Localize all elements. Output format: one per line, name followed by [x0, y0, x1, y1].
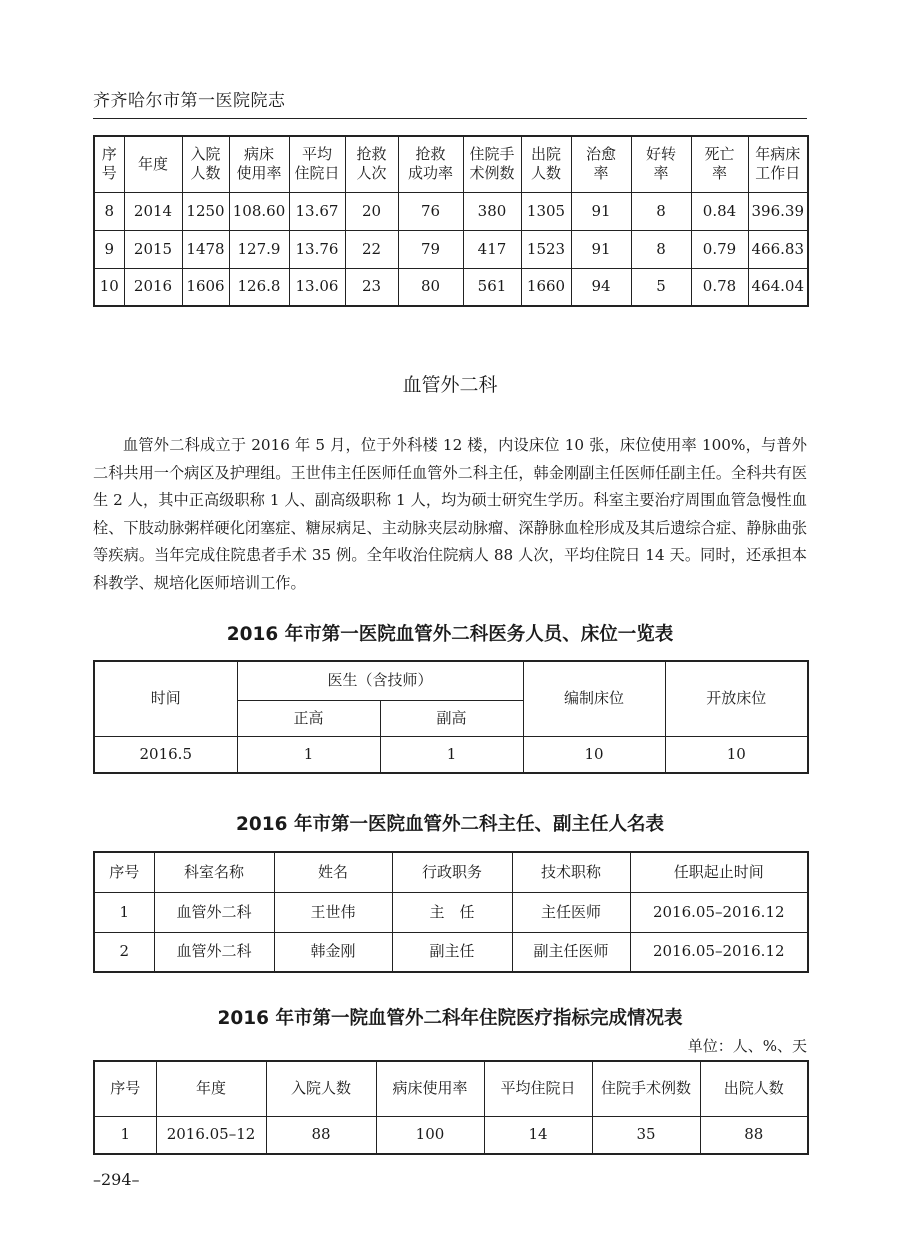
table-cell: 血管外二科: [154, 932, 274, 972]
table-cell: 76: [398, 192, 463, 230]
table-cell: 0.84: [691, 192, 748, 230]
table-cell: 2016.5: [94, 736, 237, 773]
header-cell: 出院人数: [700, 1061, 808, 1116]
table-row: [94, 736, 808, 773]
header-cell: 出院 人数: [521, 136, 571, 192]
table-cell: 10: [523, 736, 665, 773]
table-cell: 2: [94, 932, 154, 972]
header-cell: 年度: [156, 1061, 266, 1116]
table-cell: 126.8: [229, 268, 289, 306]
table-cell: 0.79: [691, 230, 748, 268]
header-cell: 入院 人数: [182, 136, 229, 192]
table-cell: 副主任: [392, 932, 512, 972]
table-cell: 1478: [182, 230, 229, 268]
table-cell: 13.76: [289, 230, 345, 268]
table-cell: 2016: [124, 268, 182, 306]
table-cell: 23: [345, 268, 398, 306]
table-cell: 22: [345, 230, 398, 268]
header-cell: 抢救 成功率: [398, 136, 463, 192]
table-cell: 1305: [521, 192, 571, 230]
table-cell: 韩金刚: [274, 932, 392, 972]
table-cell: 8: [631, 192, 691, 230]
header-cell: 住院手 术例数: [463, 136, 521, 192]
staff-bed-table: [93, 660, 809, 774]
table-header-row: [94, 136, 808, 192]
table-cell: 9: [94, 230, 124, 268]
table-cell: 20: [345, 192, 398, 230]
table-cell: 1250: [182, 192, 229, 230]
table-cell: 血管外二科: [154, 892, 274, 932]
director-table: [93, 851, 809, 973]
table-cell: 127.9: [229, 230, 289, 268]
header-cell: 年度: [124, 136, 182, 192]
header-cell: 入院人数: [266, 1061, 376, 1116]
table-cell: 1: [94, 1116, 156, 1154]
header-cell: 时间: [94, 661, 237, 736]
table-row: [94, 892, 808, 932]
table-cell: 1: [94, 892, 154, 932]
table-cell: 2016.05–2016.12: [630, 892, 808, 932]
header-cell: 病床使用率: [376, 1061, 484, 1116]
table-cell: 2014: [124, 192, 182, 230]
table-row: [94, 932, 808, 972]
table-cell: 8: [94, 192, 124, 230]
header-cell: 住院手术例数: [592, 1061, 700, 1116]
table-row: [94, 1116, 808, 1154]
table-cell: 561: [463, 268, 521, 306]
table-cell: 1606: [182, 268, 229, 306]
table-row: [94, 192, 808, 230]
table-row: [94, 230, 808, 268]
table-cell: 380: [463, 192, 521, 230]
annual-stats-table: [93, 135, 809, 307]
header-cell: 死亡 率: [691, 136, 748, 192]
header-cell: 序号: [94, 1061, 156, 1116]
director-table-title: 2016 年市第一医院血管外二科主任、副主任人名表: [236, 814, 664, 835]
header-cell: 序 号: [94, 136, 124, 192]
table-cell: 5: [631, 268, 691, 306]
unit-note: 单位：人、%、天: [687, 1037, 807, 1055]
header-cell: 治愈 率: [571, 136, 631, 192]
table-cell: 10: [665, 736, 808, 773]
table-cell: 13.06: [289, 268, 345, 306]
header-rule: [93, 118, 807, 119]
table-cell: 1: [380, 736, 523, 773]
table-cell: 2016.05–2016.12: [630, 932, 808, 972]
table-cell: 91: [571, 230, 631, 268]
header-cell: 开放床位: [665, 661, 808, 736]
table-cell: 35: [592, 1116, 700, 1154]
table-cell: 417: [463, 230, 521, 268]
table-row: [94, 268, 808, 306]
table-cell: 2016.05–12: [156, 1116, 266, 1154]
header-cell: 副高: [380, 700, 523, 736]
table-cell: 108.60: [229, 192, 289, 230]
header-cell: 平均 住院日: [289, 136, 345, 192]
table-cell: 79: [398, 230, 463, 268]
header-cell: 编制床位: [523, 661, 665, 736]
table-cell: 464.04: [748, 268, 808, 306]
table-cell: 91: [571, 192, 631, 230]
table-cell: 466.83: [748, 230, 808, 268]
table-cell: 14: [484, 1116, 592, 1154]
header-cell: 任职起止时间: [630, 852, 808, 892]
table-cell: 0.78: [691, 268, 748, 306]
header-cell: 病床 使用率: [229, 136, 289, 192]
header-cell: 技术职称: [512, 852, 630, 892]
header-cell: 正高: [237, 700, 380, 736]
table-cell: 1660: [521, 268, 571, 306]
table-cell: 1: [237, 736, 380, 773]
table-cell: 主任医师: [512, 892, 630, 932]
table-cell: 88: [266, 1116, 376, 1154]
section-paragraph: 血管外二科成立于 2016 年 5 月，位于外科楼 12 楼，内设床位 10 张，床位使用率 100%，与普外二科共用一个病区及护理组。王世伟主任医师任血管外二科主任，韩金刚副主任医师任副主任。全科共有医生 2 人，其中正高级职称 1 人、副高级职称 1 人，均为硕士研究生学历。科室主要治疗周围血管急慢性血栓、下肢动脉粥样硬化闭塞症、糖尿病足、主动脉夹层动脉瘤、深静脉血栓形成及其后遗综合症、静脉曲张等疾病。当年完成住院患者手术 35 例。全年收治住院病人 88 人次，平均住院日 14 天。同时，还承担本科教学、规培化医师培训工作。: [93, 436, 807, 592]
table-cell: 副主任医师: [512, 932, 630, 972]
section-body: [93, 432, 807, 598]
table-cell: 1523: [521, 230, 571, 268]
table-header-row: [94, 1061, 808, 1116]
table-cell: 88: [700, 1116, 808, 1154]
staff-bed-table-title: 2016 年市第一医院血管外二科医务人员、床位一览表: [226, 624, 674, 645]
table-cell: 396.39: [748, 192, 808, 230]
header-cell: 抢救 人次: [345, 136, 398, 192]
page-number: –294–: [93, 1170, 140, 1189]
table-cell: 94: [571, 268, 631, 306]
header-cell: 好转 率: [631, 136, 691, 192]
table-cell: 80: [398, 268, 463, 306]
table-cell: 主 任: [392, 892, 512, 932]
header-cell: 序号: [94, 852, 154, 892]
header-cell: 科室名称: [154, 852, 274, 892]
section-title: 血管外二科: [402, 374, 498, 396]
indicator-table: [93, 1060, 809, 1155]
table-cell: 8: [631, 230, 691, 268]
table-header-row: [94, 852, 808, 892]
header-cell: 年病床 工作日: [748, 136, 808, 192]
table-cell: 10: [94, 268, 124, 306]
indicator-table-title: 2016 年市第一院血管外二科年住院医疗指标完成情况表: [217, 1008, 683, 1029]
header-cell: 姓名: [274, 852, 392, 892]
table-cell: 王世伟: [274, 892, 392, 932]
header-cell: 医生（含技师）: [237, 661, 523, 700]
header-cell: 行政职务: [392, 852, 512, 892]
table-cell: 2015: [124, 230, 182, 268]
table-cell: 13.67: [289, 192, 345, 230]
header-cell: 平均住院日: [484, 1061, 592, 1116]
table-cell: 100: [376, 1116, 484, 1154]
running-header: 齐齐哈尔市第一医院院志: [93, 91, 286, 111]
